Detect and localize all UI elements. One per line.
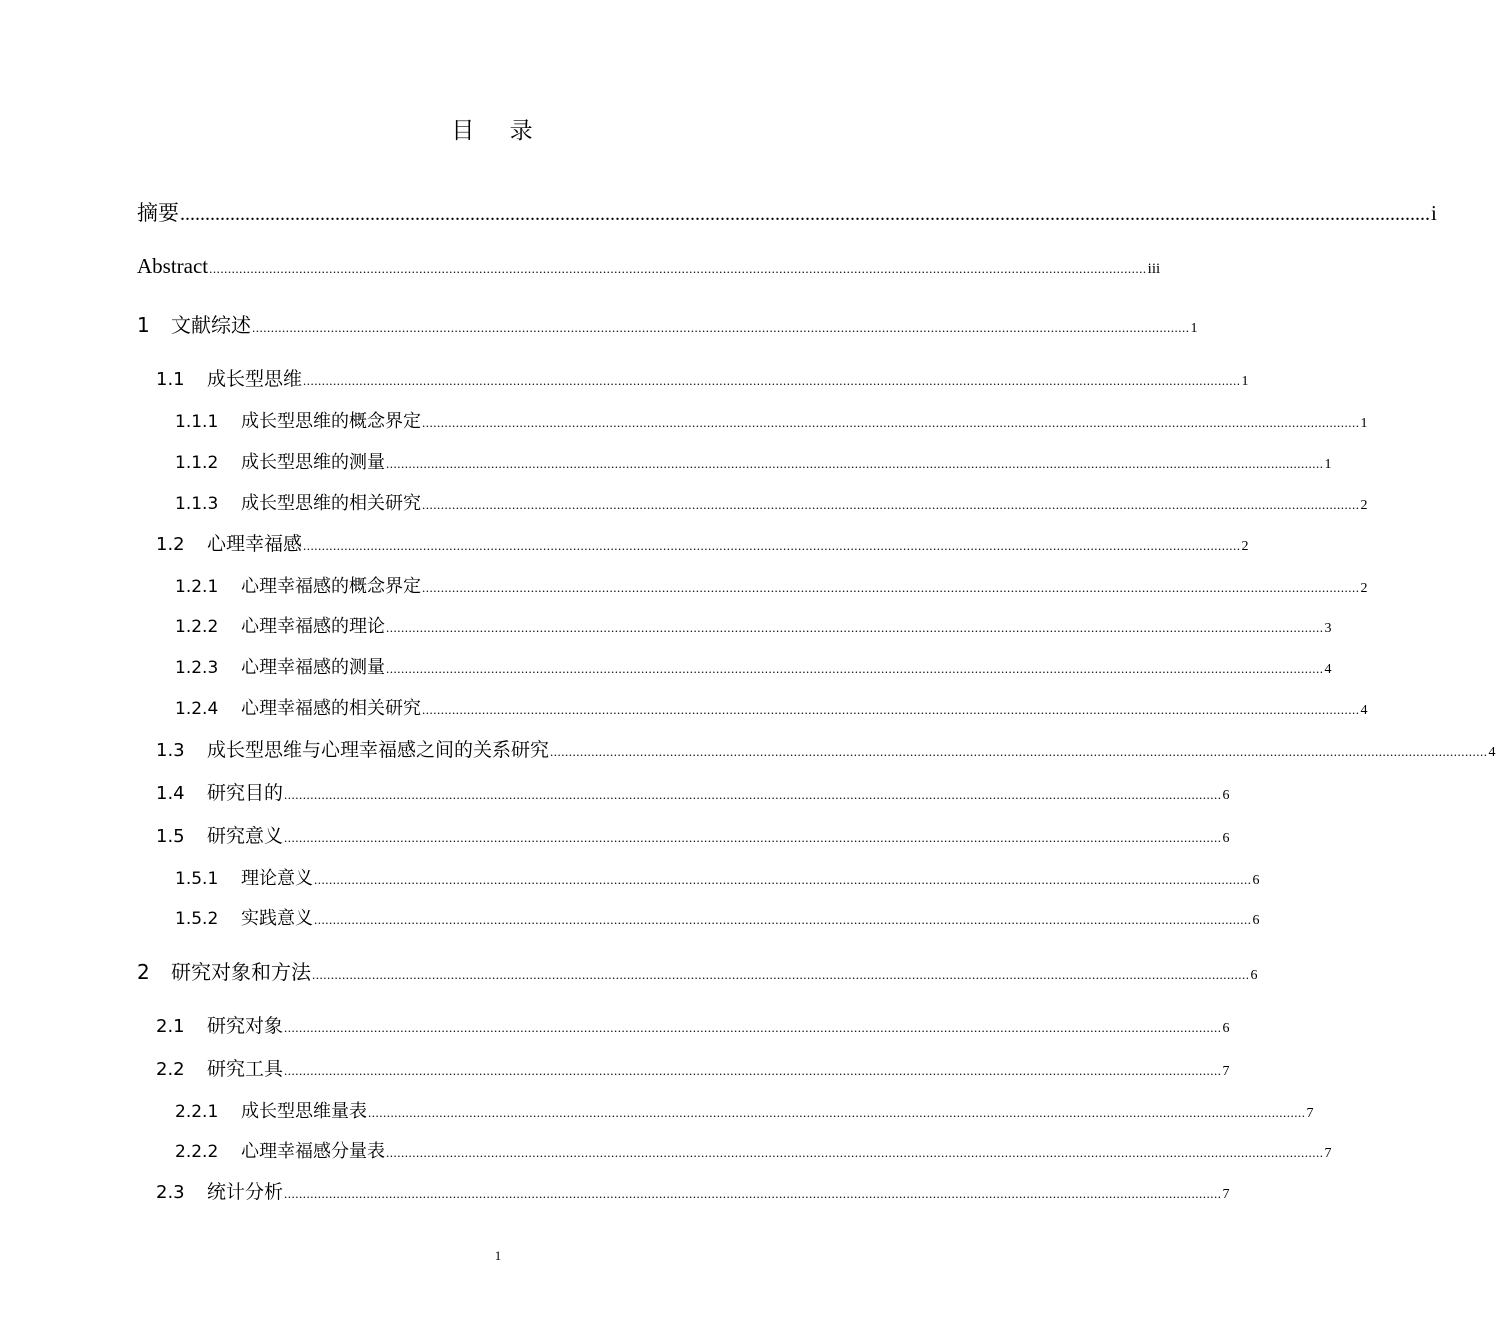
- toc-entry-page: 6: [1252, 873, 1260, 888]
- toc-entry-chapter-1[interactable]: [0, 309, 1198, 338]
- toc-entry-page: 6: [1222, 788, 1230, 803]
- toc-entry-subsection[interactable]: [0, 448, 1332, 474]
- toc-entry-page: 4: [1360, 703, 1368, 718]
- toc-entry-number: 2.1: [156, 1016, 185, 1037]
- toc-entry-title: 心理幸福感的相关研究: [241, 698, 421, 719]
- toc-entry-title: 心理幸福感: [207, 533, 303, 555]
- dot-leader: ..........................................................................................................................................................................................................................................................: [209, 261, 1147, 276]
- toc-entry-section[interactable]: [0, 1054, 1230, 1081]
- toc-entry-number: 2.2.2: [175, 1142, 219, 1162]
- toc-entry-page: 1: [1190, 321, 1198, 336]
- toc-entry-title: 研究工具: [207, 1058, 284, 1080]
- toc-entry-title: 理论意义: [241, 868, 313, 889]
- toc-entry-abstract-cn[interactable]: [0, 197, 1437, 227]
- toc-entry-page: 1: [1360, 416, 1368, 431]
- toc-entry-number: 1.1.3: [175, 494, 219, 514]
- toc-entry-title: 摘要: [137, 201, 179, 225]
- toc-entry-section[interactable]: [0, 778, 1230, 805]
- toc-entry-number: 1.1.2: [175, 453, 219, 473]
- dot-leader: ..........................................................................................................................................................................................................................................................: [422, 415, 1360, 430]
- toc-entry-page: 6: [1252, 913, 1260, 928]
- toc-entry-section[interactable]: [0, 821, 1230, 848]
- toc-entry-section[interactable]: [0, 735, 1496, 762]
- dot-leader: ..........................................................................................................................................................................................................................................................: [284, 830, 1222, 845]
- toc-entry-number: 1.5.1: [175, 869, 219, 889]
- toc-entry-subsection[interactable]: [0, 612, 1332, 638]
- toc-entry-section[interactable]: [0, 1177, 1230, 1204]
- toc-entry-page: 2: [1241, 539, 1249, 554]
- toc-entry-page: 7: [1222, 1187, 1230, 1202]
- dot-leader: ..........................................................................................................................................................................................................................................................: [303, 373, 1241, 388]
- toc-title: 目 录: [451, 118, 547, 144]
- toc-entry-number: 1.2.4: [175, 699, 219, 719]
- toc-entry-page: 3: [1324, 621, 1332, 636]
- toc-entry-subsection[interactable]: [0, 653, 1332, 679]
- toc-entry-title: 研究目的: [207, 782, 284, 804]
- toc-entry-number: 1.5.2: [175, 909, 219, 929]
- dot-leader: ..........................................................................................................................................................................................................................................................: [422, 497, 1360, 512]
- dot-leader: ..........................................................................................................................................................................................................................................................: [368, 1105, 1306, 1120]
- toc-entry-title: 研究意义: [207, 825, 284, 847]
- dot-leader: ..........................................................................................................................................................................................................................................................: [422, 580, 1360, 595]
- toc-entry-subsection[interactable]: [0, 1137, 1332, 1163]
- toc-entry-page: 7: [1222, 1064, 1230, 1079]
- toc-entry-number: 1.2.2: [175, 617, 219, 637]
- toc-entry-page: iii: [1147, 261, 1161, 277]
- toc-entry-subsection[interactable]: [0, 572, 1368, 598]
- dot-leader: ..........................................................................................................................................................................................................................................................: [180, 203, 1430, 225]
- toc-entry-page: 2: [1360, 498, 1368, 513]
- toc-entry-subsection[interactable]: [0, 407, 1368, 433]
- toc-entry-title: 心理幸福感的概念界定: [241, 576, 421, 597]
- toc-entry-page: 4: [1324, 662, 1332, 677]
- toc-entry-subsection[interactable]: [0, 694, 1368, 720]
- toc-entry-section[interactable]: [0, 1011, 1230, 1038]
- toc-entry-number: 1.1.1: [175, 412, 219, 432]
- toc-entry-title: 成长型思维的概念界定: [241, 411, 421, 432]
- toc-entry-title: 成长型思维: [207, 368, 303, 390]
- toc-entry-page: i: [1431, 201, 1437, 225]
- toc-entry-title: 文献综述: [171, 313, 251, 337]
- dot-leader: ..........................................................................................................................................................................................................................................................: [314, 912, 1252, 927]
- toc-entry-number: 1.1: [156, 369, 185, 390]
- toc-entry-title: Abstract: [137, 254, 209, 278]
- toc-entry-title: 统计分析: [207, 1181, 284, 1203]
- toc-entry-title: 成长型思维的测量: [241, 452, 385, 473]
- toc-entry-number: 2.2.1: [175, 1102, 219, 1122]
- toc-entry-page: 6: [1250, 968, 1258, 983]
- dot-leader: ..........................................................................................................................................................................................................................................................: [284, 1020, 1222, 1035]
- toc-entry-title: 研究对象和方法: [171, 960, 311, 984]
- toc-entry-page: 1: [1241, 374, 1249, 389]
- toc-entry-chapter-2[interactable]: [0, 956, 1258, 985]
- dot-leader: ..........................................................................................................................................................................................................................................................: [386, 620, 1324, 635]
- toc-entry-subsection[interactable]: [0, 904, 1260, 930]
- toc-entry-page: 2: [1360, 581, 1368, 596]
- dot-leader: ..........................................................................................................................................................................................................................................................: [284, 1063, 1222, 1078]
- page-number: 1: [494, 1248, 502, 1263]
- toc-entry-page: 6: [1222, 1021, 1230, 1036]
- toc-entry-title: 成长型思维的相关研究: [241, 493, 421, 514]
- toc-entry-title: 研究对象: [207, 1015, 284, 1037]
- toc-entry-number: 2: [137, 960, 150, 984]
- dot-leader: ..........................................................................................................................................................................................................................................................: [422, 702, 1360, 717]
- toc-entry-title: 心理幸福感的测量: [241, 657, 385, 678]
- toc-entry-section[interactable]: [0, 529, 1249, 556]
- toc-entry-number: 1.4: [156, 783, 185, 804]
- toc-entry-number: 1.2.3: [175, 658, 219, 678]
- toc-entry-abstract-en[interactable]: [0, 254, 1161, 279]
- toc-entry-page: 4: [1488, 745, 1496, 760]
- toc-entry-number: 1.2: [156, 534, 185, 555]
- toc-entry-number: 1.5: [156, 826, 185, 847]
- toc-entry-title: 成长型思维量表: [241, 1101, 367, 1122]
- toc-entry-page: 6: [1222, 831, 1230, 846]
- dot-leader: ..........................................................................................................................................................................................................................................................: [386, 456, 1324, 471]
- toc-entry-number: 1.3: [156, 740, 185, 761]
- toc-entry-subsection[interactable]: [0, 1097, 1314, 1123]
- dot-leader: ..........................................................................................................................................................................................................................................................: [284, 787, 1222, 802]
- toc-entry-page: 7: [1324, 1146, 1332, 1161]
- toc-entry-subsection[interactable]: [0, 864, 1260, 890]
- dot-leader: ..........................................................................................................................................................................................................................................................: [303, 538, 1241, 553]
- dot-leader: ..........................................................................................................................................................................................................................................................: [284, 1186, 1222, 1201]
- toc-entry-number: 1.2.1: [175, 577, 219, 597]
- toc-entry-number: 2.2: [156, 1059, 185, 1080]
- toc-entry-subsection[interactable]: [0, 489, 1368, 515]
- toc-entry-title: 心理幸福感的理论: [241, 616, 385, 637]
- toc-entry-number: 1: [137, 313, 150, 337]
- toc-entry-page: 7: [1306, 1106, 1314, 1121]
- dot-leader: ..........................................................................................................................................................................................................................................................: [550, 744, 1488, 759]
- toc-entry-title: 实践意义: [241, 908, 313, 929]
- dot-leader: ..........................................................................................................................................................................................................................................................: [386, 1145, 1324, 1160]
- toc-entry-page: 1: [1324, 457, 1332, 472]
- toc-entry-section[interactable]: [0, 364, 1249, 391]
- toc-entry-number: 2.3: [156, 1182, 185, 1203]
- dot-leader: ..........................................................................................................................................................................................................................................................: [386, 661, 1324, 676]
- dot-leader: ..........................................................................................................................................................................................................................................................: [252, 320, 1190, 335]
- toc-entry-title: 心理幸福感分量表: [241, 1141, 385, 1162]
- dot-leader: ..........................................................................................................................................................................................................................................................: [314, 872, 1252, 887]
- dot-leader: ..........................................................................................................................................................................................................................................................: [312, 967, 1250, 982]
- toc-entry-title: 成长型思维与心理幸福感之间的关系研究: [207, 739, 550, 761]
